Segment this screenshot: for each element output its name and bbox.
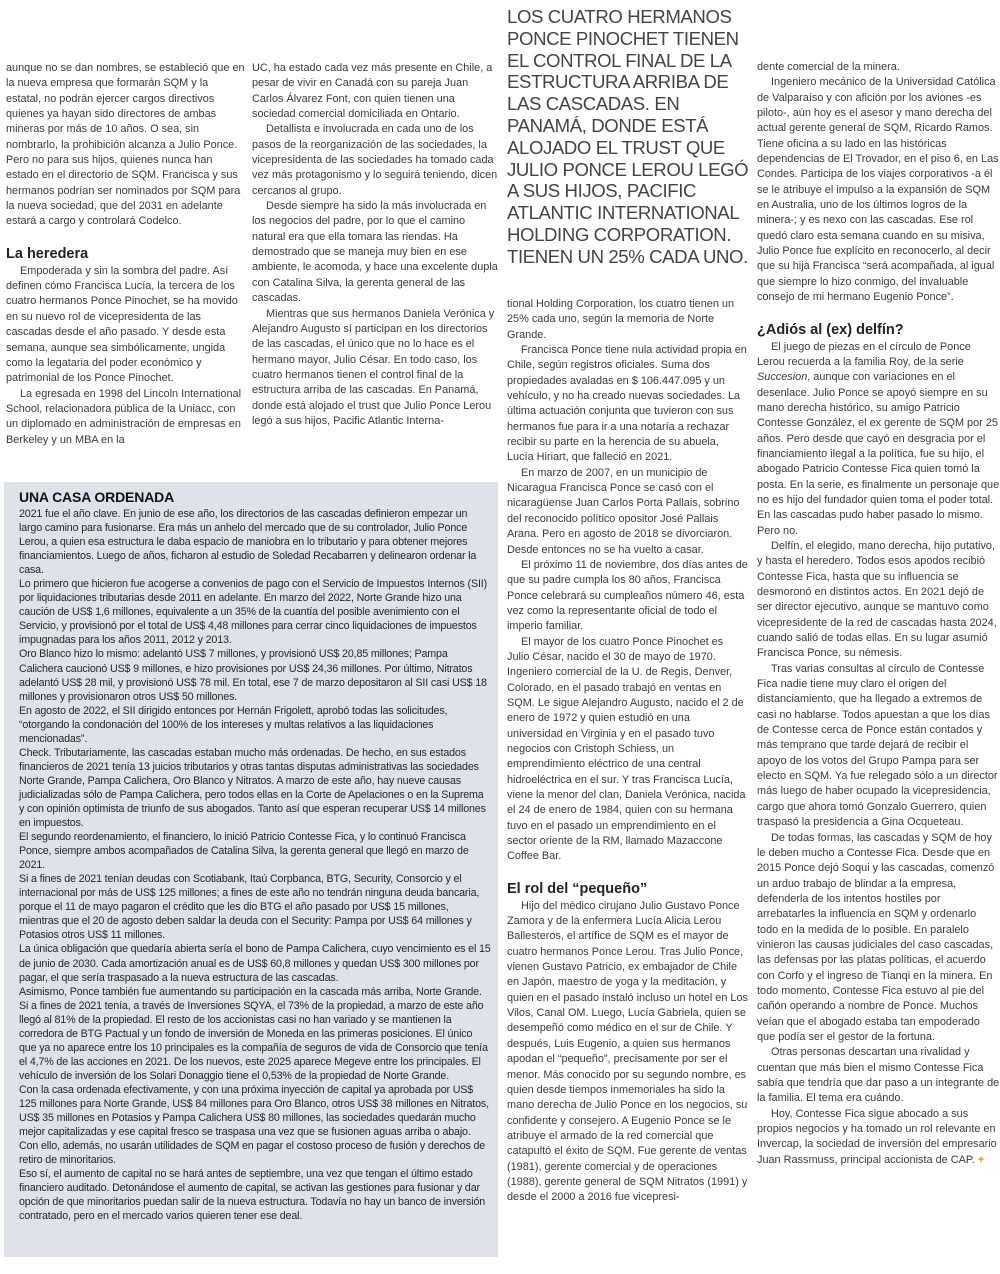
box-paragraph: Asimismo, Ponce también fue aumentando su participación en la cascada más arriba, Norte Grande. Si a fines de 2021 tenía, a través de Inversiones SQYA, el 73% de la propiedad, a marzo de este año llegó al 81% de la propiedad. El resto de los accionistas casi no han variado y se mantienen la corredora de BTG Pactual y un fondo de inversión de Moneda en las primeras posiciones. El único que ya no aparece entre los 10 principales es la compañía de seguros de vida de Consorcio que tenía el 4,7% de las acciones en 2021. De los nuevos, este 2025 aparece Megeve entre los principales. El vehículo de inversión de los Solari Donaggio tiene el 0,53% de la propiedad de Norte Grande.: [19, 985, 488, 1082]
pull-quote: LOS CUATRO HERMANOS PONCE PINOCHET TIENEN EL CONTROL FINAL DE LA ESTRUCTURA ARRIBA DE LAS CASCADAS. EN PANAMÁ, DONDE ESTÁ ALOJADO EL TRUST QUE JULIO PONCE LEROU LEGÓ A SUS HIJOS, PACIFIC ATLANTIC INTERNATIONAL HOLDING CORPORATION. TIENEN UN 25% CADA UNO.: [507, 6, 749, 267]
paragraph: aunque no se dan nombres, se estableció que en la nueva empresa que formarán SQM y la estatal, no podrán ejercer cargos directivos quienes ya hayan sido directores de ambas mineras por más de 10 años. O sea, sin nombrarlo, la prohibición alcanza a Julio Ponce. Pero no para sus hijos, quienes nunca han estado en el directorio de SQM. Francisca y sus hermanos podrían ser nominados por SQM para la nueva sociedad, que del 2031 en adelante estará a cargo y controlará Codelco.: [6, 62, 245, 228]
paragraph: Francisca Ponce tiene nula actividad propia en Chile, según registros oficiales. Suma dos propiedades avaladas en $ 106.447.095 y un vehículo, y no ha creado nuevas sociedades. La última actuación conjunta que tuvieron con sus hermanos fue para ir a una notaría a rechazar recibir su parte en la herencia de su abuela, Lucía Hiriart, que falleció en 2021.: [507, 344, 747, 464]
paragraph: En marzo de 2007, en un municipio de Nicaragua Francisca Ponce se casó con el nicaragüense Juan Carlos Porta Pallais, sobrino del reconocido político opositor José Pallais Arana. Pero en agosto de 2018 se divorciaron. Desde entonces no se ha vuelto a casar.: [507, 466, 740, 556]
box-paragraph: Con la casa ordenada efectivamente, y con una próxima inyección de capital ya aprobada por US$ 125 millones para Norte Grande, US$ 84 millones para Oro Blanco, otros US$ 38 millones en Nitratos, US$ 35 millones en Potasios y Pampa Calichera US$ 80 millones, las sociedades quedarán mucho mejor capitalizadas y ese capital fresco se traspasa una vez que se fusionen aguas arriba o abajo. Con ello, además, no usarán utilidades de SQM en pagar el costoso proceso de fusión y derechos de retiro de minoritarios.: [19, 1083, 489, 1167]
paragraph: Mientras que sus hermanos Daniela Verónica y Alejandro Augusto sí participan en los directorios de las cascadas, el único que no lo hace es el hermano mayor, Julio César. En todo caso, los cuatro hermanos tienen el control final de la estructura arriba de las cascadas. En Panamá, donde está alojado el trust que Julio Ponce Lerou legó a sus hijos, Pacific Atlantic Interna-: [252, 307, 495, 427]
box-title: UNA CASA ORDENADA: [19, 489, 175, 505]
paragraph: Detallista e involucrada en cada uno de los pasos de la reorganización de las sociedades, la vicepresidenta de las sociedades ha tomado cada vez más protagonismo y lo seguirá teniendo, dicen cercanos al grupo.: [252, 123, 498, 197]
text: , aunque con variaciones en el desenlace. Julio Ponce se apoyó siempre en su mano derecha histórico, su amigo Patricio Contesse González, el ex gerente de SQM por 25 años. Pero desde que cayó en desgracia por el financiamiento ilegal a la política, fue su hijo, el abogado Patricio Contesse Fica quien tomó la posta. En la serie, es finalmente un personaje que no es hijo del fundador quien toma el poder total. En las cascadas pudo haber pasado lo mismo. Pero no.: [757, 371, 1000, 537]
section-heading: ¿Adiós al (ex) delfín?: [757, 321, 904, 338]
column-3: [507, 297, 748, 1206]
box-paragraph: Check. Tributariamente, las cascadas estaban mucho más ordenadas. De hecho, en sus estados financieros de 2021 tenía 13 juicios tributarios y otras tantas disputas administrativas las sociedades Norte Grande, Pampa Calichera, Oro Blanco y Nitratos. A marzo de este año, hay nueve causas judicializadas sólo de Pampa Calichera, pero todos ellas en la Corte de Apelaciones o en la Suprema y con opinión optimista de triunfo de sus abogados. Tanto así que esperan recuperar US$ 14 millones en impuestos.: [19, 746, 486, 830]
paragraph: Delfín, el elegido, mano derecha, hijo putativo, y hasta el heredero. Todos esos apodos recibió Contesse Fica, hasta que su influencia se desmoronó en distintos actos. En 2021 dejó de ser director ejecutivo, aunque se mantuvo como vicepresidente de la red de cascadas hasta 2024, cuando salió de todas ellas. En su lugar asumió Francisca Ponce, su némesis.: [757, 539, 997, 660]
paragraph: Desde siempre ha sido la más involucrada en los negocios del padre, por lo que el camino natural era que ella tomara las riendas. Ha demostrado que se maneja muy bien en ese ambiente, le acomoda, y hace una excelente dupla con Catalina Silva, la gerenta general de las cascadas.: [252, 200, 498, 305]
sidebar-box: [4, 482, 498, 1257]
box-paragraph: Eso sí, el aumento de capital no se hará antes de septiembre, una vez que tengan el último estado financiero auditado. Detonándose el aumento de capital, se activan las gestiones para fusionar y dar opción de que minoritarios puedan salir de la nueva estructura. Todavía no hay un banco de inversión contratado, pero en el mercado varios quieren tener ese deal.: [19, 1168, 486, 1223]
paragraph: Otras personas descartan una rivalidad y cuentan que más bien el mismo Contesse Fica sabía que tendría que dar paso a un integrante de la familia. El tema era cuándo.: [757, 1046, 1000, 1105]
box-paragraph: Si a fines de 2021 tenían deudas con Scotiabank, Itaú Corpbanca, BTG, Security, Consorcio y el internacional por más de US$ 125 millones; a fines de este año no tendrán ninguna deuda bancaria, porque el 11 de mayo pagaron el crédito que les dio BTG el año pasado por US$ 15 millones, mientras que el 20 de agosto deben saldar la deuda con el Security: Pampa por US$ 64 millones y Potasios otros US$ 11 millones.: [19, 873, 480, 942]
section-heading: La heredera: [6, 245, 89, 262]
end-mark-icon: +: [977, 1153, 985, 1166]
paragraph: La egresada en 1998 del Lincoln International School, relacionadora pública de la Uniacc, con un diplomado en administración de empresas en Berkeley y un MBA en la: [6, 387, 242, 446]
box-paragraph: Lo primero que hicieron fue acogerse a convenios de pago con el Servicio de Impuestos Internos (SII) por liquidaciones tributarias desde 2011 en adelante. En marzo del 2022, Norte Grande hizo una caución de US$ 1,6 millones, equivalente a un 35% de la cuantía del posible avenimiento con el Servicio, y provisionó por el total de US$ 4,48 millones para cerrar cinco liquidaciones de impuestos impugnadas para los años 2011, 2012 y 2013.: [19, 578, 487, 647]
paragraph: De todas formas, las cascadas y SQM de hoy le deben mucho a Contesse Fica. Desde que en 2015 Ponce dejó Soqui y las cascadas, comenzó un arduo trabajo de blindar a la empresa, defenderla de los intentos hostiles por arrebatarles la influencia en SQM y ordenarlo todo en la medida de lo posible. En paralelo vinieron las causas judiciales del caso cascadas, las defensas por las platas políticas, el acuerdo con Corfo y el ingreso de Tianqi en la minera. En todo momento, Contesse Fica estuvo al pie del cañón operando a nombre de Ponce. Muchos veían que el abogado estaba tan empoderado que podía ser el gestor de la fortuna.: [757, 831, 995, 1043]
box-paragraph: La única obligación que quedaría abierta sería el bono de Pampa Calichera, cuyo vencimiento es el 15 de junio de 2030. Cada amortización anual es de US$ 60,8 millones y quedan US$ 300 millones por pagar, el que sería traspasado a la nueva estructura de las cascadas.: [19, 943, 491, 984]
box-paragraph: El segundo reordenamiento, el financiero, lo inició Patricio Contesse Fica, y lo continuó Francisca Ponce, siempre ambos acompañados de Catalina Silva, la gerenta general que llegó en marzo de 2021.: [19, 831, 469, 872]
series-title: Succesion: [757, 371, 808, 384]
paragraph: Ingeniero mecánico de la Universidad Católica de Valparaíso y con afición por los aviones -es piloto-, aún hoy es el asesor y mano derecha del actual gerente general de SQM, Ricardo Ramos. Tiene oficina a su lado en las históricas dependencias de El Trovador, en el piso 6, en Las Condes. Participa de los viajes corporativos -a él se le atribuye el impulso a la expansión de SQM en Australia, uno de los últimos logros de la minera-; y es nexo con las cascadas. Ese rol quedó claro esta semana cuando en su misiva, Julio Ponce fue explícito en reconocerlo, al decir que su hija Francisca “será acompañada, al igual que siempre lo hizo conmigo, del invaluable consejo de mi hermano Eugenio Ponce”.: [757, 76, 999, 304]
paragraph: Tras varias consultas al círculo de Contesse Fica nadie tiene muy claro el origen del distanciamiento, que ha llegado a extremos de casi no hablarse. Todos apuestan a que los días de Contesse cerca de Ponce están contados y más temprano que tarde dejará de recibir el apoyo de los votos del Grupo Pampa para ser electo en SQM. Ya fue relegado sólo a un director más luego de haber ocupado la vicepresidencia, cargo que ahora tomó Gonzalo Guerrero, quien traspasó la presidencia a Gina Ocqueteau.: [757, 662, 998, 829]
text: El juego de piezas en el círculo de Ponce Lerou recuerda a la familia Roy, de la serie: [757, 340, 971, 368]
text: Hoy, Contesse Fica sigue abocado a sus propios negocios y ha tomado un rol relevante en Invercap, la sociedad de inversión del empresario Juan Rassmuss, principal accionista de CAP.: [757, 1107, 997, 1166]
paragraph: Empoderada y sin la sombra del padre. Así definen cómo Francisca Lucía, la tercera de los cuatro hermanos Ponce Pinochet, se ha movido en su nuevo rol de vicepresidenta de las cascadas desde el año pasado. Y desde esta semana, aunque sea simbólicamente, ungida como la legataria del poder económico y patrimonial de los Ponce Pinochet.: [6, 264, 238, 385]
section-heading: El rol del “pequeño”: [507, 880, 648, 897]
paragraph: [757, 1107, 1000, 1168]
box-paragraph: Oro Blanco hizo lo mismo: adelantó US$ 7 millones, y provisionó US$ 20,85 millones; Pampa Calichera caucionó US$ 9 millones, e hizo provisiones por US$ 24,36 millones. Por último, Nitratos adelantó US$ 28 mil, y provisionó US$ 78 mil. En total, ese 7 de marzo depositaron al SII casi US$ 18 millones y provisionaron otros US$ 50 millones.: [19, 648, 487, 703]
box-paragraph: En agosto de 2022, el SII dirigido entonces por Hernán Frigolett, aprobó todas las solicitudes, “otorgando la condonación del 100% de los intereses y multas relativos a las liquidaciones mencionadas”.: [19, 704, 448, 745]
paragraph: [757, 340, 1000, 539]
paragraph: dente comercial de la minera.: [757, 61, 900, 73]
box-paragraph: 2021 fue el año clave. En junio de ese año, los directorios de las cascadas definieron empezar un largo camino para fusionarse. Era más un anhelo del mercado que de su controlador, Julio Ponce Lerou, a quien esa estructura le daba espacio de maniobra en lo tributario y para obtener mejores financiamientos. Luego de años, ficharon al estudio de Soledad Recabarren y delinearon ordenar la casa.: [19, 508, 477, 577]
paragraph: UC, ha estado cada vez más presente en Chile, a pesar de vivir en Canadá con su pareja Juan Carlos Álvarez Font, con quien tienen una sociedad comercial domiciliada en Ontario.: [252, 62, 493, 121]
paragraph: Hijo del médico cirujano Julio Gustavo Ponce Zamora y de la enfermera Lucía Alicia Lerou Ballesteros, el artífice de SQM es el mayor de cuatro hermanos Ponce Lerou. Tras Julio Ponce, vienen Gustavo Patricio, ex embajador de Chile en Japón, maestro de yoga y la meditación, y quien en el pasado instaló incluso un hotel en Los Vilos, Canal OM. Luego, Lucía Gabriela, quien se desempeñó como médico en el sur de Chile. Y después, Luis Eugenio, a quien sus hermanos apodan el “pequeño”, precisamente por ser el menor. Más conocido por su segundo nombre, es quien desde tiempos inmemoriales ha sido la mano derecha de Julio Ponce en los negocios, su confidente y consejero. A Eugenio Ponce se le atribuye el armado de la red comercial que catapultó el éxito de SQM. Fue gerente de ventas (1981), gerente comercial y de operaciones (1988), gerente general de SQM Nitratos (1991) y desde el 2000 a 2016 fue vicepresi-: [507, 899, 748, 1204]
paragraph: tional Holding Corporation, los cuatro tienen un 25% cada uno, según la memoria de Norte Grande.: [507, 298, 735, 341]
column-4: [757, 60, 1000, 1168]
paragraph: El mayor de los cuatro Ponce Pinochet es Julio César, nacido el 30 de mayo de 1970. Ingeniero comercial de la U. de Regis, Denver, Colorado, en el pasado trabajó en ventas en SQM. Le sigue Alejandro Augusto, nacido el 2 de enero de 1972 y quien estudió en una universidad en Virginia y en el pasado tuvo negocios con Cristoph Schiess, un emprendimiento eléctrico de una central hidroeléctrica en el sur. Y tras Francisca Lucía, viene la menor del clan, Daniela Verónica, nacida el 24 de enero de 1984, quien con su hermana tuvo en el pasado un emprendimiento en el sector oriente de la RM, llamado Mazaccone Coffee Bar.: [507, 635, 746, 863]
column-1: [6, 61, 246, 448]
paragraph: El próximo 11 de noviembre, dos días antes de que su padre cumpla los 80 años, Francisca Ponce celebrará su cumpleaños número 46, esta vez como la representante oficial de todo el imperio familiar.: [507, 558, 748, 633]
column-2: [252, 61, 498, 429]
